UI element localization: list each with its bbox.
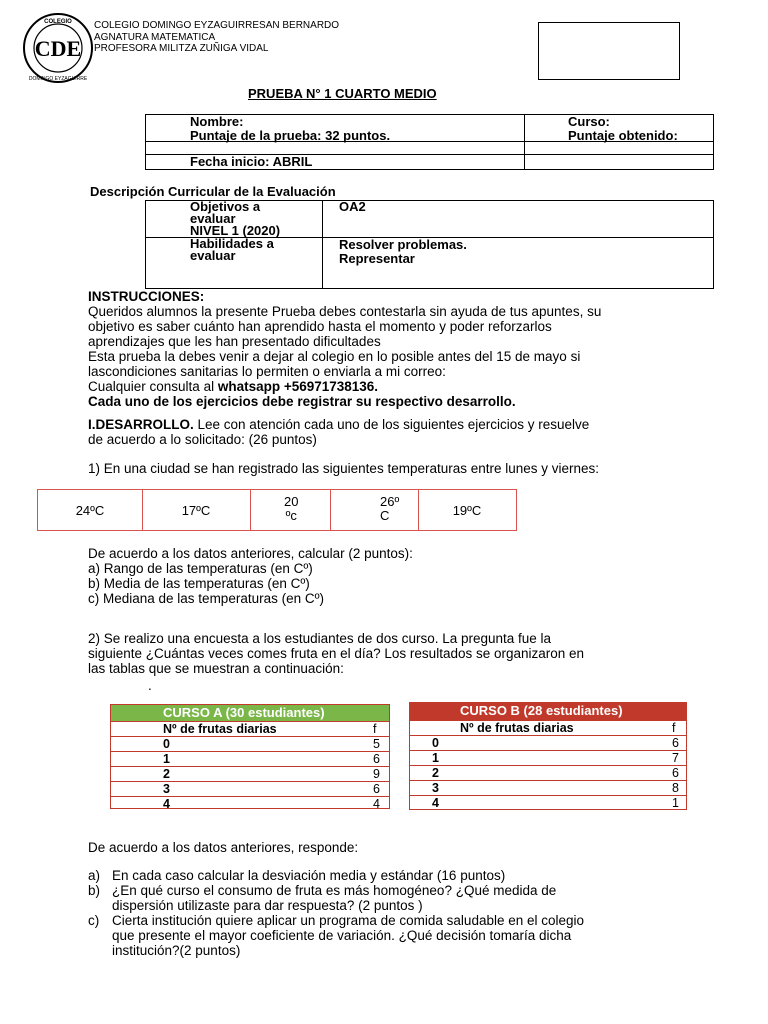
temp-thursday-unit: C <box>380 508 390 523</box>
table-row <box>111 796 389 812</box>
question-1-text: 1) En una ciudad se han registrado las siguientes temperaturas entre lunes y viernes: <box>88 461 600 476</box>
respond-heading: De acuerdo a los datos anteriores, responde: <box>88 840 359 855</box>
school-info <box>94 20 339 55</box>
school-line-3: PROFESORA MILITZA ZUÑIGA VIDAL <box>94 43 269 54</box>
temp-wednesday-unit: ºc <box>285 508 297 523</box>
frequency: 6 <box>672 736 679 750</box>
frequency: 5 <box>373 737 380 751</box>
question-c <box>88 913 584 928</box>
question-c-label: c) <box>88 913 100 928</box>
course-label: Curso: <box>568 114 610 129</box>
fruit-count: 0 <box>163 737 170 751</box>
question-a <box>88 868 584 883</box>
development-line <box>88 417 589 432</box>
skills-label-line: evaluar <box>190 248 236 263</box>
question-2-text <box>88 631 584 676</box>
temperature-table <box>37 489 517 531</box>
skills-label <box>190 238 274 262</box>
temp-tuesday: 17ºC <box>181 503 211 518</box>
table-row <box>111 781 389 797</box>
stray-dot: . <box>148 678 152 693</box>
objectives-level: NIVEL 1 (2020) <box>190 223 281 238</box>
instructions <box>88 289 601 409</box>
table-divider <box>250 490 251 530</box>
instructions-line: Esta prueba la debes venir a dejar al colegio en lo posible antes del 15 de mayo si <box>88 349 581 364</box>
question-1-item: c) Mediana de las temperaturas (en Cº) <box>88 591 325 606</box>
contact-line <box>88 379 601 394</box>
question-a-text: En cada caso calcular la desviación media y estándar (16 puntos) <box>112 868 506 883</box>
page-title: PRUEBA N° 1 CUARTO MEDIO <box>248 86 437 101</box>
frequency: 9 <box>373 767 380 781</box>
curricular-title: Descripción Curricular de la Evaluación <box>90 184 336 199</box>
course-b-table <box>409 702 687 810</box>
fruit-count-header: Nº de frutas diarias <box>460 721 574 735</box>
question-a-label: a) <box>88 868 101 883</box>
question-c-continued: institución?(2 puntos) <box>112 943 241 958</box>
fruit-count: 2 <box>163 767 170 781</box>
fruit-count: 0 <box>432 736 439 750</box>
frequency-header: f <box>672 721 676 735</box>
question-2-line: las tablas que se muestran a continuación: <box>88 661 344 676</box>
frequency: 6 <box>672 766 679 780</box>
table-row <box>410 735 686 751</box>
question-c-text: Cierta institución quiere aplicar un programa de comida saludable en el colegio <box>112 913 585 928</box>
frequency: 1 <box>672 796 679 810</box>
table-divider <box>524 115 525 169</box>
development-heading: I.DESARROLLO. <box>88 417 194 432</box>
frequency: 8 <box>672 781 679 795</box>
table-row <box>111 736 389 752</box>
objectives-value: OA2 <box>339 199 366 214</box>
development-intro <box>88 417 589 447</box>
school-line-2: AGNATURA MATEMATICA <box>94 31 216 43</box>
school-line-1: COLEGIO DOMINGO EYZAGUIRRESAN BERNARDO <box>94 20 340 31</box>
table-header-row <box>410 720 686 736</box>
student-info-table <box>145 114 714 170</box>
score-obtained-label: Puntaje obtenido: <box>568 128 678 143</box>
question-2-line: 2) Se realizo una encuesta a los estudiantes de dos curso. La pregunta fue la <box>88 631 552 646</box>
frequency: 7 <box>672 751 679 765</box>
instructions-title: INSTRUCCIONES: <box>88 289 205 304</box>
instructions-line: objetivo es saber cuánto han aprendido hasta el momento y poder reforzarlos <box>88 319 552 334</box>
table-divider <box>330 490 331 530</box>
temp-friday: 19ºC <box>452 503 482 518</box>
fruit-count: 1 <box>163 752 170 766</box>
grade-box <box>538 22 680 80</box>
table-header-row <box>111 721 389 737</box>
logo-bottom-text: DOMINGO EYZAGUIRRE <box>28 76 88 82</box>
table-divider <box>322 201 323 288</box>
question-b-label: b) <box>88 883 101 898</box>
instructions-line: aprendizajes que les han presentado dificultades <box>88 334 381 349</box>
frequency: 6 <box>373 752 380 766</box>
school-logo <box>22 12 94 84</box>
objectives-label <box>190 201 280 237</box>
curricular-table <box>145 200 714 289</box>
question-b-continued: dispersión utilizaste para dar respuesta? (2 puntos ) <box>112 898 423 913</box>
course-b-title: CURSO B (28 estudiantes) <box>410 703 686 720</box>
table-row <box>410 780 686 796</box>
fruit-count: 1 <box>432 751 439 765</box>
question-1-tasks <box>88 546 413 606</box>
score-label: Puntaje de la prueba: 32 puntos. <box>190 128 391 143</box>
frequency: 6 <box>373 782 380 796</box>
instructions-line: lascondiciones sanitarias lo permiten o enviarla a mi correo: <box>88 364 446 379</box>
objectives-label-line: Objetivos a <box>190 199 261 214</box>
skills-value-line: Resolver problemas. <box>339 237 467 252</box>
question-1-item: a) Rango de las temperaturas (en Cº) <box>88 561 313 576</box>
fruit-count: 3 <box>432 781 439 795</box>
skills-value-line: Representar <box>339 251 415 266</box>
logo-letters: CDE <box>34 36 82 61</box>
logo-top-text: COLEGIO <box>44 19 72 25</box>
objectives-label-line: evaluar <box>190 211 236 226</box>
question-2-line: siguiente ¿Cuántas veces comes fruta en el día? Los resultados se organizaron en <box>88 646 585 661</box>
instructions-line: Queridos alumnos la presente Prueba debes contestarla sin ayuda de tus apuntes, su <box>88 304 602 319</box>
table-row <box>410 795 686 811</box>
skills-label-line: Habilidades a <box>190 236 274 251</box>
frequency-header: f <box>373 722 377 736</box>
instructions-final: Cada uno de los ejercicios debe registrar su respectivo desarrollo. <box>88 394 516 409</box>
fruit-count: 2 <box>432 766 439 780</box>
contact-prefix: Cualquier consulta al <box>88 379 218 394</box>
fruit-count: 4 <box>432 796 439 810</box>
temp-thursday-value: 26º <box>380 494 400 509</box>
fruit-count: 4 <box>163 797 170 811</box>
question-b-text: ¿En qué curso el consumo de fruta es más homogéneo? ¿Qué medida de <box>112 883 557 898</box>
question-c-continued: que presente el mayor coeficiente de variación. ¿Qué decisión tomaría dicha <box>112 928 572 943</box>
table-row <box>111 751 389 767</box>
fruit-count-header: Nº de frutas diarias <box>163 722 277 736</box>
final-questions <box>88 868 584 958</box>
temp-thursday <box>380 495 399 523</box>
table-row <box>410 750 686 766</box>
question-1-ask: De acuerdo a los datos anteriores, calcular (2 puntos): <box>88 546 413 561</box>
development-line: de acuerdo a lo solicitado: (26 puntos) <box>88 432 317 447</box>
name-label: Nombre: <box>190 114 244 129</box>
course-a-table <box>110 704 390 809</box>
course-a-title: CURSO A (30 estudiantes) <box>111 705 389 721</box>
temp-wednesday-value: 20 <box>284 494 299 509</box>
start-date-label: Fecha inicio: ABRIL <box>190 154 313 169</box>
temp-monday: 24ºC <box>75 503 105 518</box>
table-row <box>410 765 686 781</box>
temp-wednesday <box>284 495 298 523</box>
table-row <box>111 766 389 782</box>
development-intro-text: Lee con atención cada uno de los siguientes ejercicios y resuelve <box>193 417 590 432</box>
frequency: 4 <box>373 797 380 811</box>
skills-value <box>339 238 467 266</box>
question-1-item: b) Media de las temperaturas (en Cº) <box>88 576 310 591</box>
whatsapp-contact: whatsapp +56971738136. <box>217 379 379 394</box>
fruit-count: 3 <box>163 782 170 796</box>
question-b <box>88 883 584 898</box>
